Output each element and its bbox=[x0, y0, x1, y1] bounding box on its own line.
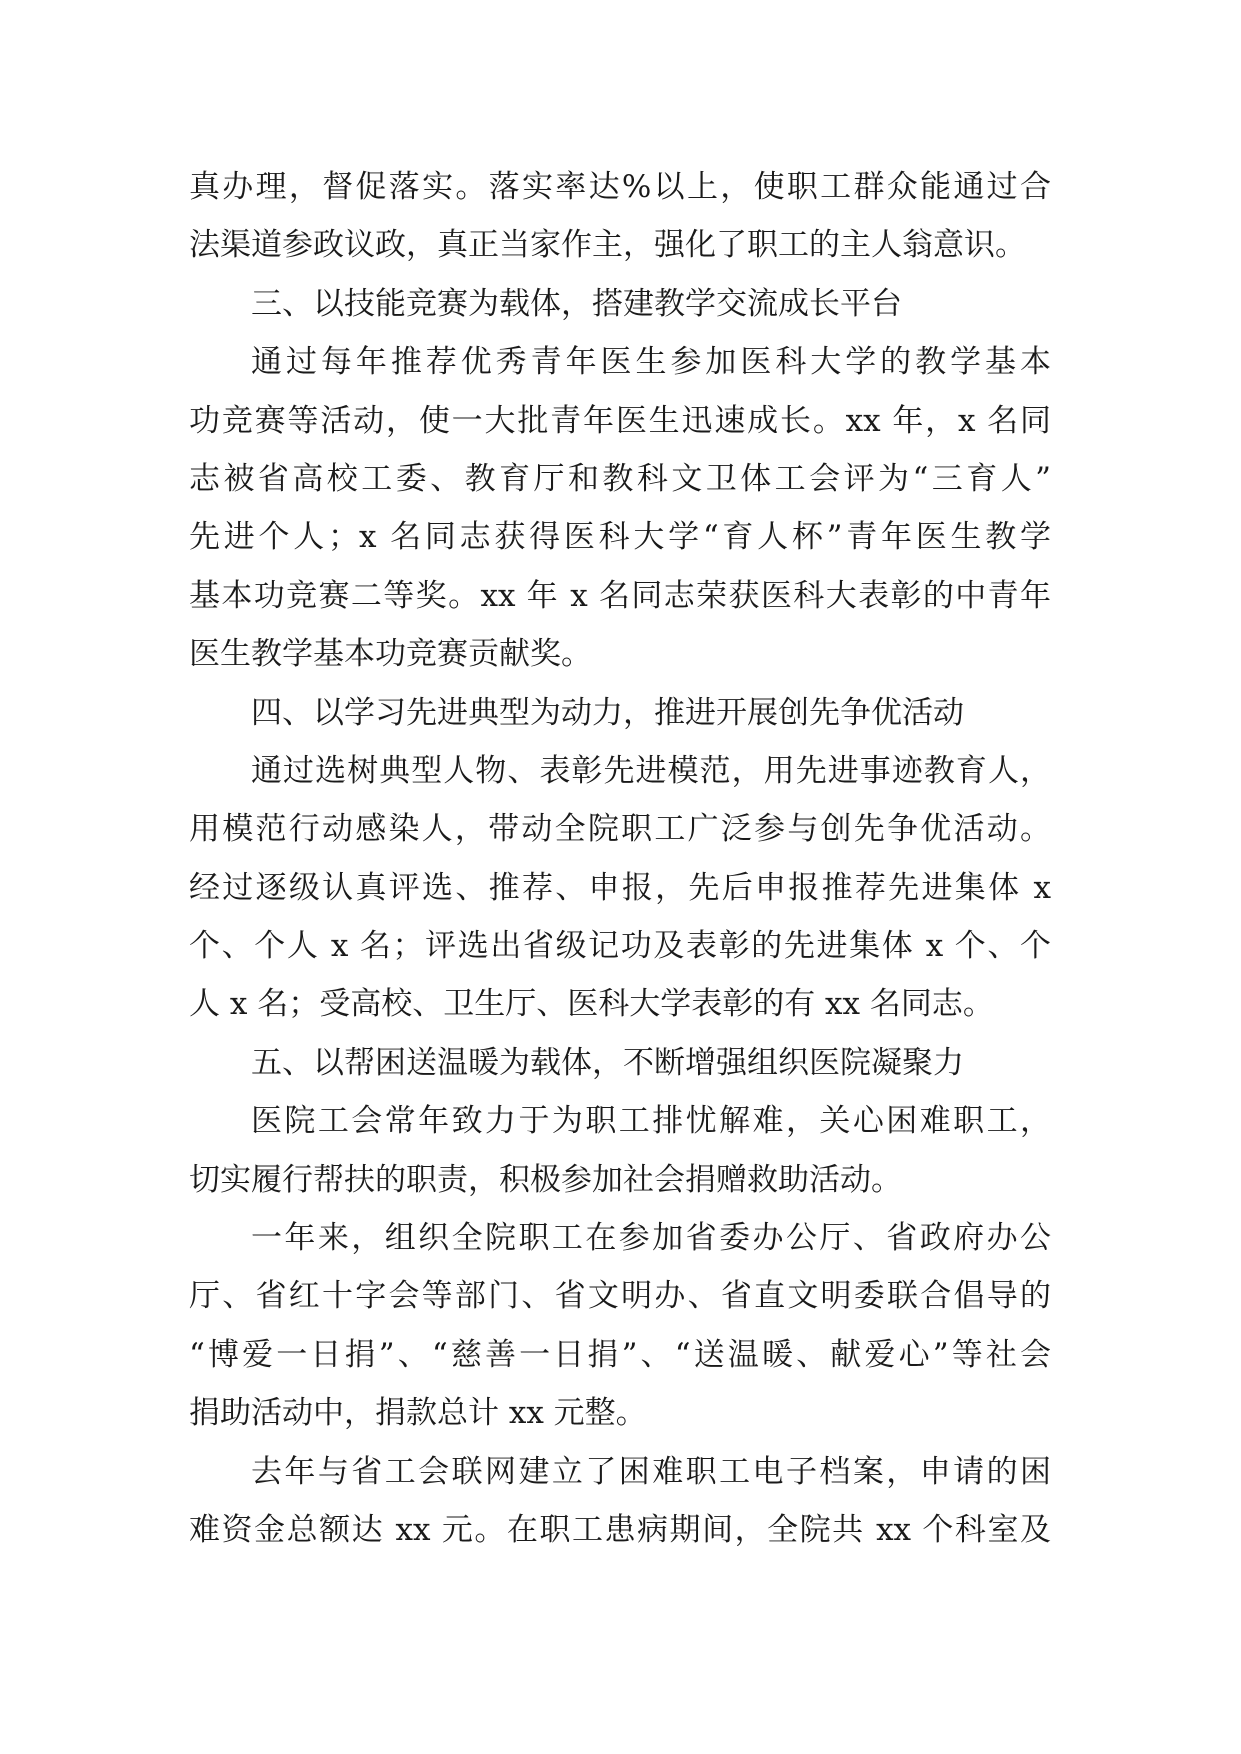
text-line: 厅、省红十字会等部门、省文明办、省直文明委联合倡导的 bbox=[189, 1278, 1051, 1315]
document-body bbox=[189, 158, 1051, 1559]
text-line: 医院工会常年致力于为职工排忧解难，关心困难职工， bbox=[251, 1103, 1051, 1140]
text-line: 一年来，组织全院职工在参加省委办公厅、省政府办公 bbox=[251, 1220, 1051, 1257]
text-line: 通过选树典型人物、表彰先进模范，用先进事迹教育人， bbox=[251, 752, 1051, 789]
section-heading: 三、以技能竞赛为载体，搭建教学交流成长平台 bbox=[251, 285, 902, 322]
text-line: 难资金总额达 xx 元。在职工患病期间，全院共 xx 个科室及 bbox=[189, 1511, 1051, 1548]
text-line: 经过逐级认真评选、推荐、申报，先后申报推荐先进集体 x bbox=[189, 869, 1051, 906]
text-line: 捐助活动中，捐款总计 xx 元整。 bbox=[189, 1395, 647, 1432]
text-line: 真办理，督促落实。落实率达%以上，使职工群众能通过合 bbox=[189, 169, 1051, 205]
section-heading: 五、以帮困送温暖为载体，不断增强组织医院凝聚力 bbox=[251, 1044, 964, 1081]
text-line: 用模范行动感染人，带动全院职工广泛参与创先争优活动。 bbox=[189, 811, 1051, 848]
text-line: 基本功竞赛二等奖。xx 年 x 名同志荣获医科大表彰的中青年 bbox=[189, 577, 1051, 614]
text-line: “博爱一日捐”、“慈善一日捐”、“送温暖、献爱心”等社会 bbox=[189, 1336, 1051, 1373]
text-line: 人 x 名；受高校、卫生厅、医科大学表彰的有 xx 名同志。 bbox=[189, 986, 994, 1023]
text-line: 功竞赛等活动，使一大批青年医生迅速成长。xx 年，x 名同 bbox=[189, 402, 1051, 439]
text-line: 志被省高校工委、教育厅和教科文卫体工会评为“三育人” bbox=[189, 460, 1051, 497]
text-line: 去年与省工会联网建立了困难职工电子档案，申请的困 bbox=[251, 1453, 1051, 1490]
text-line: 个、个人 x 名；评选出省级记功及表彰的先进集体 x 个、个 bbox=[189, 928, 1051, 965]
section-heading: 四、以学习先进典型为动力，推进开展创先争优活动 bbox=[251, 694, 964, 731]
text-line: 通过每年推荐优秀青年医生参加医科大学的教学基本 bbox=[251, 344, 1051, 381]
text-line: 法渠道参政议政，真正当家作主，强化了职工的主人翁意识。 bbox=[189, 227, 1026, 264]
text-line: 医生教学基本功竞赛贡献奖。 bbox=[189, 636, 592, 673]
text-line: 切实履行帮扶的职责，积极参加社会捐赠救助活动。 bbox=[189, 1161, 902, 1198]
text-line: 先进个人；x 名同志获得医科大学“育人杯”青年医生教学 bbox=[189, 519, 1051, 556]
